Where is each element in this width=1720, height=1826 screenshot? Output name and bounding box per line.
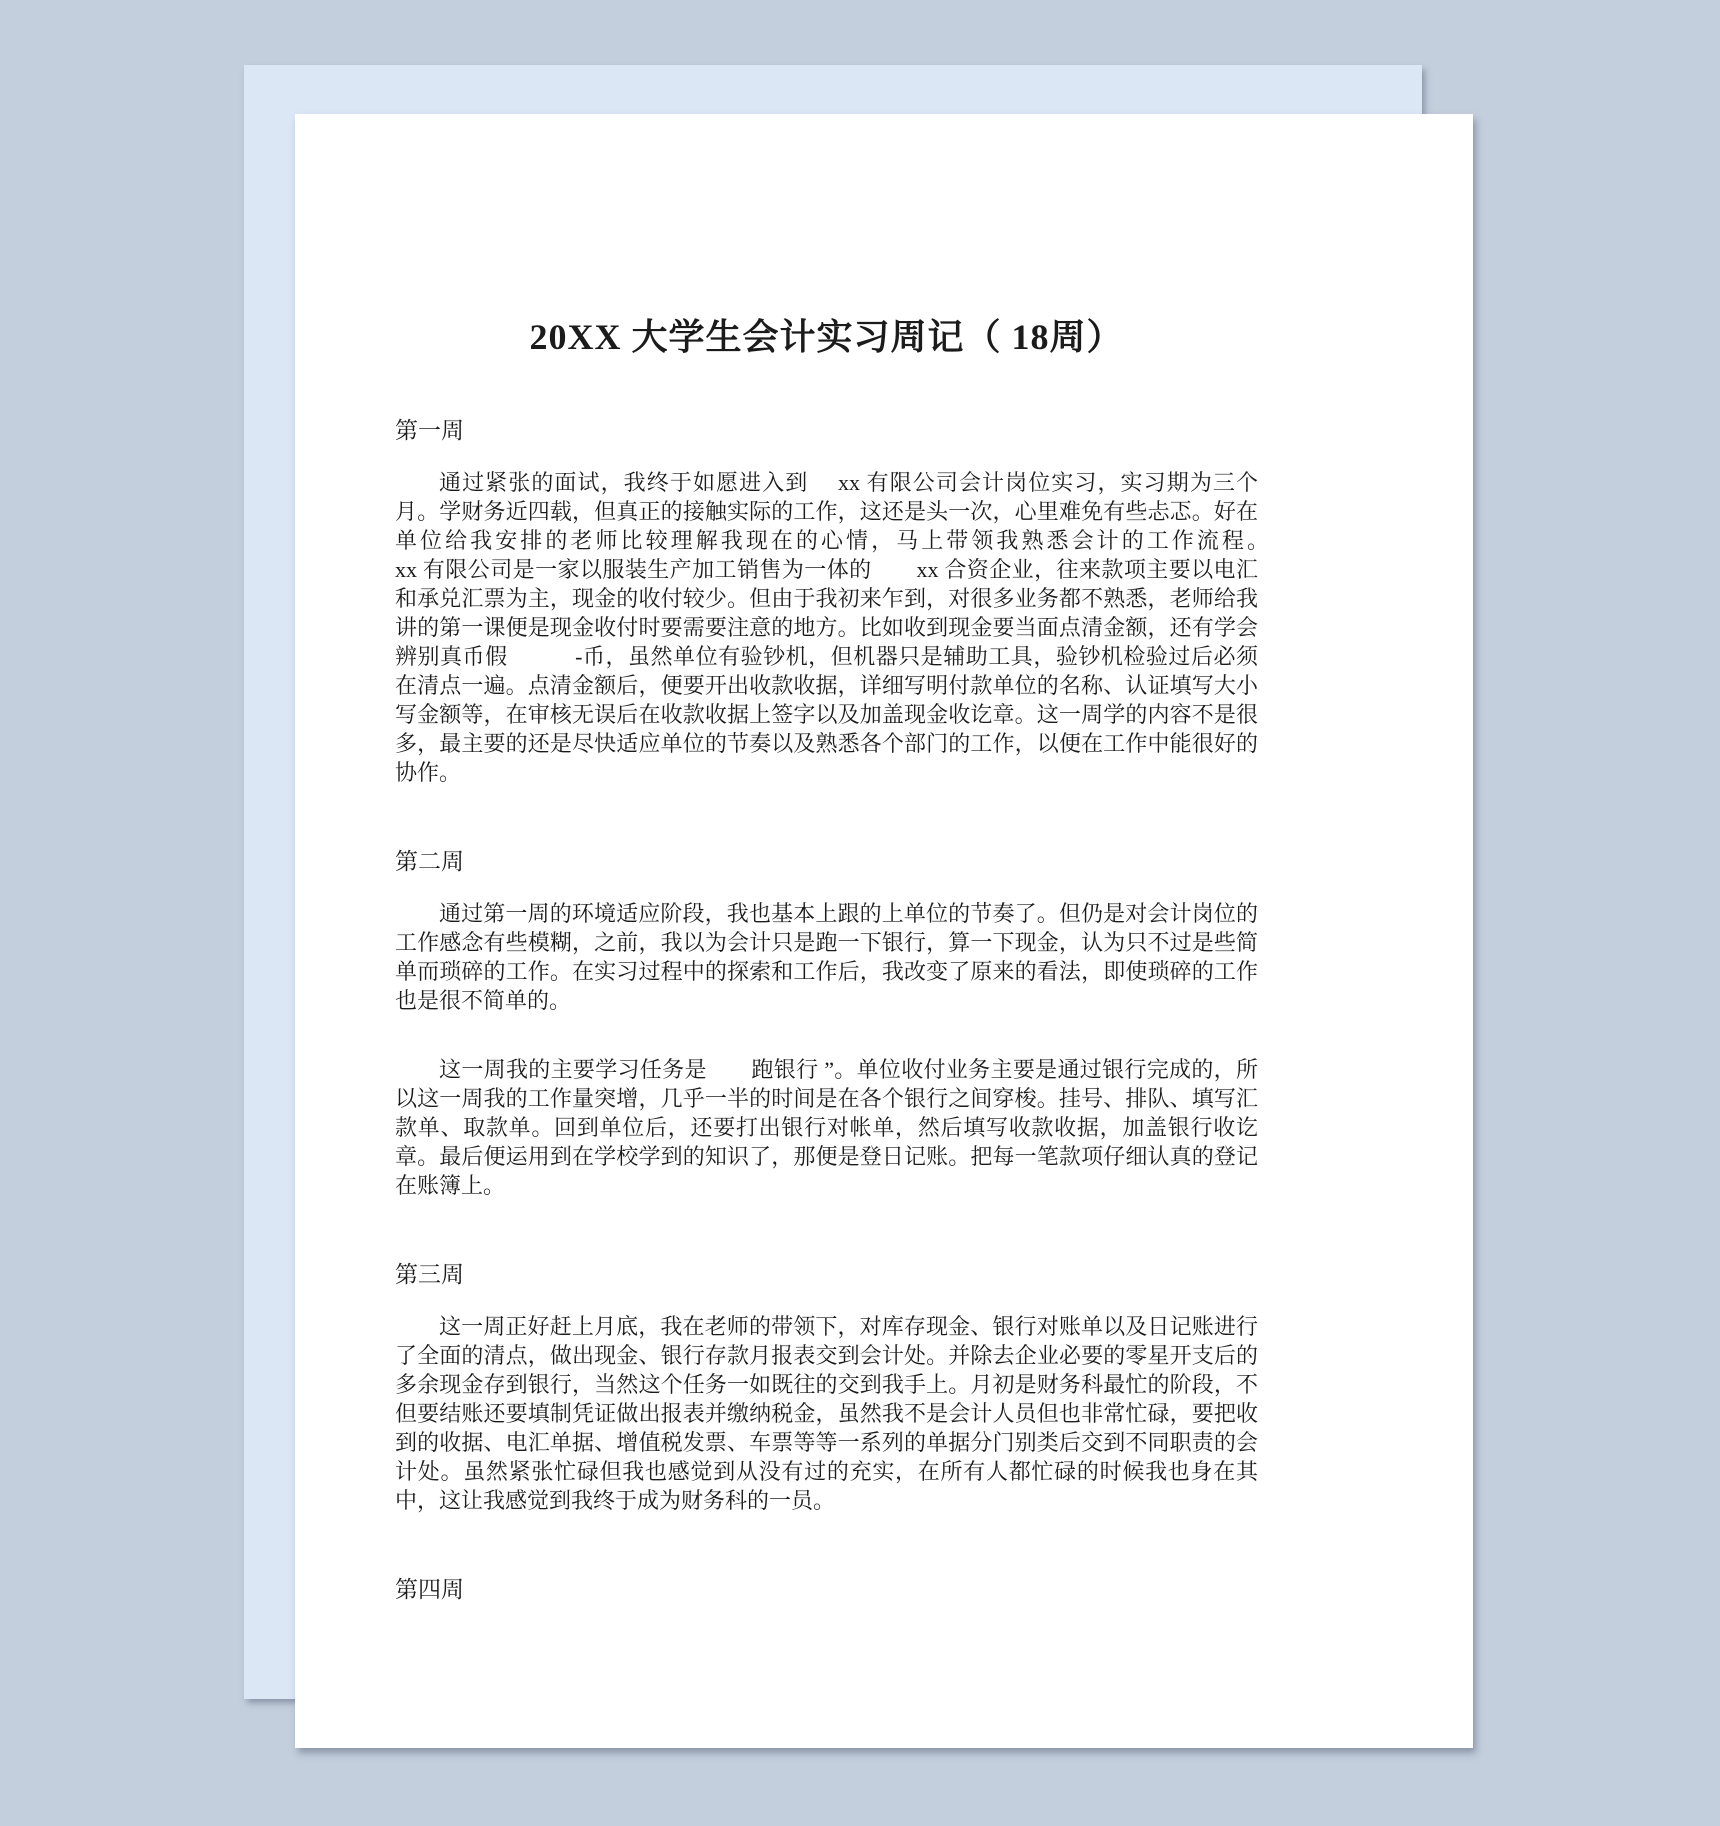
week-heading: 第一周	[395, 418, 464, 443]
paragraph: 这一周正好赶上月底，我在老师的带领下，对库存现金、银行对账单以及日记账进行了全面的清点，做出现金、银行存款月报表交到会计处。并除去企业必要的零星开支后的多余现金存到银行，当然这个任务一如既往的交到我手上。月初是财务科最忙的阶段，不但要结账还要填制凭证做出报表并缴纳税金，虽然我不是会计人员但也非常忙碌，要把收到的收据、电汇单据、增值税发票、车票等等一系列的单据分门别类后交到不同职责的会计处。虽然紧张忙碌但我也感觉到从没有过的充实，在所有人都忙碌的时候我也身在其中，这让我感觉到我终于成为财务科的一员。	[395, 1314, 1258, 1513]
page-content	[295, 114, 1473, 1748]
document-body	[395, 418, 1347, 1603]
week-heading: 第二周	[395, 849, 464, 874]
paragraph: 通过紧张的面试，我终于如愿进入到 xx 有限公司会计岗位实习，实习期为三个月。学财务近四载，但真正的接触实际的工作，这还是头一次，心里难免有些忐忑。好在单位给我安排的老师比较理解我现在的心情，马上带领我熟悉会计的工作流程。 xx 有限公司是一家以服装生产加工销售为一体的 xx 合资企业，往来款项主要以电汇和承兑汇票为主，现金的收付较少。但由于我初来乍到，对很多业务都不熟悉，老师给我讲的第一课便是现金收付时要需要注意的地方。比如收到现金要当面点清金额，还有学会辨别真币假 -币，虽然单位有验钞机，但机器只是辅助工具，验钞机检验过后必须在清点一遍。点清金额后，便要开出收款收据，详细写明付款单位的名称、认证填写大小写金额等，在审核无误后在收款收据上签字以及加盖现金收讫章。这一周学的内容不是很多，最主要的还是尽快适应单位的节奏以及熟悉各个部门的工作，以便在工作中能很好的协作。	[395, 470, 1347, 785]
paragraph: 这一周我的主要学习任务是 跑银行 ”。单位收付业务主要是通过银行完成的，所以这一周我的工作量突增，几乎一半的时间是在各个银行之间穿梭。挂号、排队、填写汇款单、取款单。回到单位后，还要打出银行对帐单，然后填写收款收据，加盖银行收讫章。最后便运用到在学校学到的知识了，那便是登日记账。把每一笔款项仔细认真的登记在账簿上。	[395, 1057, 1258, 1198]
week-heading: 第三周	[395, 1262, 464, 1287]
paragraph: 通过第一周的环境适应阶段，我也基本上跟的上单位的节奏了。但仍是对会计岗位的工作感念有些模糊，之前，我以为会计只是跑一下银行，算一下现金，认为只不过是些简单而琐碎的工作。在实习过程中的探索和工作后，我改变了原来的看法，即使琐碎的工作也是很不简单的。	[395, 901, 1258, 1013]
week-heading: 第四周	[395, 1577, 464, 1602]
document-title: 20XX 大学生会计实习周记（ 18周）	[529, 317, 1124, 357]
document-page	[295, 114, 1473, 1748]
